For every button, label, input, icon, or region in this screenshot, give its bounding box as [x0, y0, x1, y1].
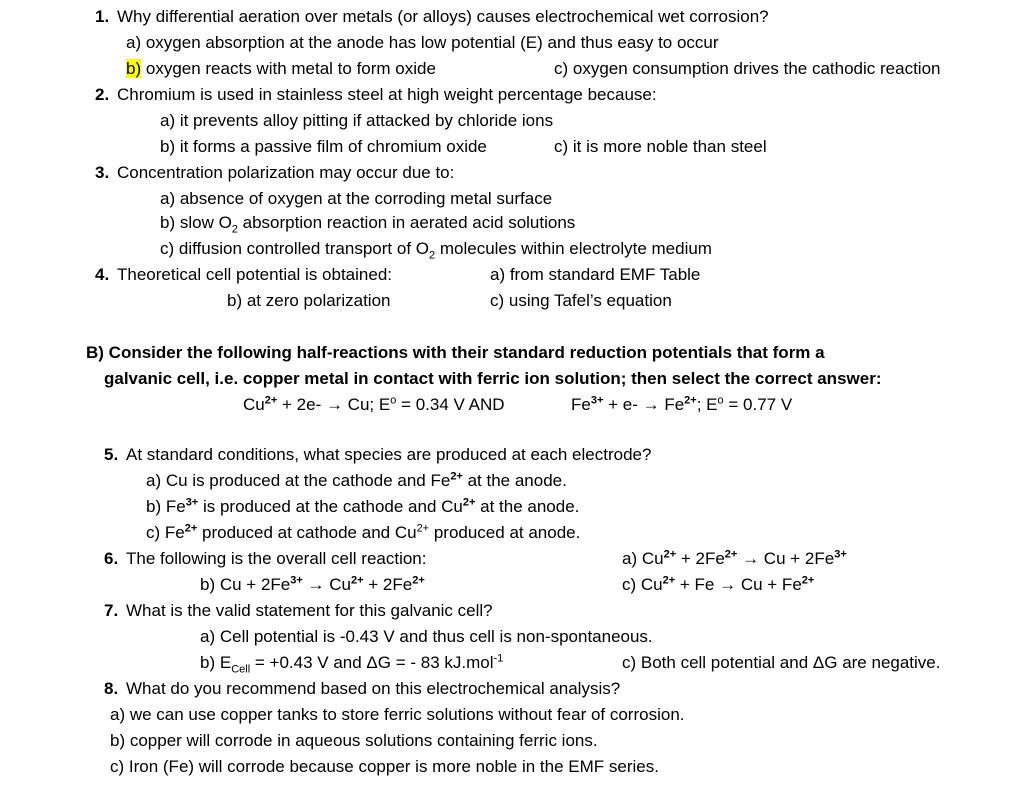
q7-option-a: a) Cell potential is -0.43 V and thus cell is non-spontaneous. — [200, 627, 653, 646]
half-reaction-copper: $Cu^{2+} + 2e- \to Cu$; $E^o = 0.34$ V AND — [243, 394, 505, 414]
q2-option-b: b) it forms a passive film of chromium oxide — [160, 137, 487, 156]
q3-option-b: b) slow $O_2$ absorption reaction in aerated acid solutions — [160, 213, 576, 236]
section-b-heading-line-1: B) Consider the following half-reactions with their standard reduction potentials that form a — [86, 343, 825, 362]
q8-option-b: b) copper will corrode in aqueous solutions containing ferric ions. — [110, 731, 598, 750]
question-text: Why differential aeration over metals (or alloys) causes electrochemical wet corrosion? — [117, 7, 769, 26]
q6-option-a: a) $Cu^{2+} + 2Fe^{2+} \to Cu + 2Fe^{3+}$ — [622, 548, 847, 568]
question-number: 1. — [95, 7, 110, 26]
q4-option-a: a) from standard EMF Table — [490, 265, 701, 284]
q5-option-a: a) Cu is produced at the cathode and $Fe^{2+}$ at the anode. — [146, 470, 567, 490]
q2-option-a: a) it prevents alloy pitting if attacked by chloride ions — [160, 111, 554, 130]
question-7: 7. What is the valid statement for this galvanic cell? — [104, 601, 493, 620]
selected-answer-highlight: b) — [126, 59, 142, 78]
q6-option-c: c) $Cu^{2+} + Fe \to Cu + Fe^{2+}$ — [622, 574, 815, 594]
q6-option-b: b) $Cu + 2Fe^{3+} \to Cu^{2+} + 2Fe^{2+}$ — [200, 574, 425, 594]
question-6: 6. The following is the overall cell reaction: — [104, 549, 427, 568]
q8-option-a: a) we can use copper tanks to store ferric solutions without fear of corrosion. — [110, 705, 685, 724]
question-8: 8. What do you recommend based on this electrochemical analysis? — [104, 679, 621, 698]
q4-option-c: c) using Tafel’s equation — [490, 291, 672, 310]
q1-option-a: a) oxygen absorption at the anode has low potential (E) and thus easy to occur — [126, 33, 719, 52]
question-3: 3. Concentration polarization may occur due to: — [95, 163, 455, 182]
q5-option-b: b) $Fe^{3+}$ is produced at the cathode and $Cu^{2+}$ at the anode. — [146, 496, 580, 516]
q5-option-c: c) $Fe^{2+}$ produced at cathode and $Cu^{2+}$ produced at anode. — [146, 522, 581, 542]
q1-option-c: c) oxygen consumption drives the cathodic reaction — [554, 59, 941, 78]
question-2: 2. Chromium is used in stainless steel at high weight percentage because: — [95, 85, 657, 104]
question-1 — [95, 6, 769, 28]
q2-option-c: c) it is more noble than steel — [554, 137, 767, 156]
q4-option-b: b) at zero polarization — [227, 291, 391, 310]
q7-option-b: b) $E_{Cell} = +0.43$ V and ΔG = - 83 kJ.mol$^{-1}$ — [200, 652, 504, 676]
q3-option-c: c) diffusion controlled transport of $O_2$ molecules within electrolyte medium — [160, 239, 712, 262]
q3-option-a: a) absence of oxygen at the corroding metal surface — [160, 189, 553, 208]
q1-option-b: b) oxygen reacts with metal to form oxide — [126, 59, 436, 78]
question-4: 4. Theoretical cell potential is obtained: — [95, 265, 392, 284]
q8-option-c: c) Iron (Fe) will corrode because copper is more noble in the EMF series. — [110, 757, 659, 776]
question-5: 5. At standard conditions, what species are produced at each electrode? — [104, 445, 652, 464]
section-b-heading-line-2: galvanic cell, i.e. copper metal in contact with ferric ion solution; then select the correct answer: — [104, 369, 882, 388]
half-reaction-iron: $Fe^{3+} + e- \to Fe^{2+}$; $E^o = 0.77$ V — [571, 394, 793, 414]
q7-option-c: c) Both cell potential and ΔG are negative. — [622, 653, 941, 672]
